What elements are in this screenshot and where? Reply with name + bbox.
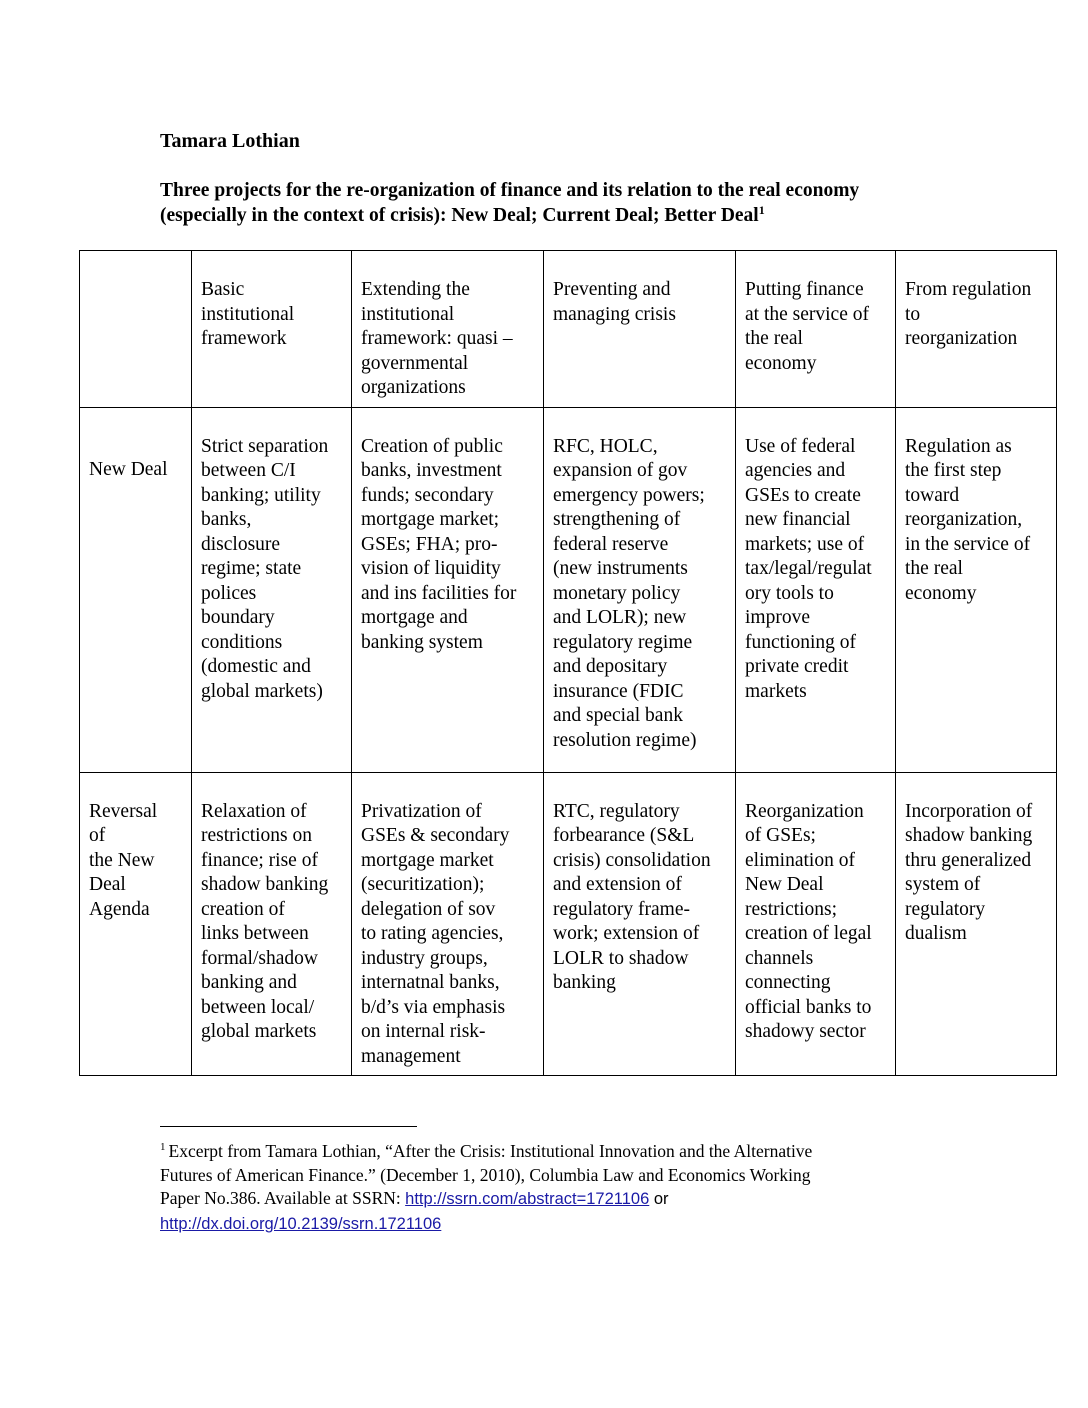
footnote-number: 1 [160, 1141, 166, 1153]
cell-text-line: on internal risk- [361, 1021, 486, 1042]
cell-text-line: mortgage and [361, 607, 468, 628]
cell-text-line: improve [745, 607, 810, 628]
table-cell-preventing-managing-crisis [544, 407, 736, 772]
cell-text-line: framework [201, 328, 287, 349]
cell-text-line: shadow banking [905, 825, 1033, 846]
cell-text-line: dualism [905, 923, 967, 944]
cell-text-line: vision of liquidity [361, 558, 501, 579]
table-header-row [80, 251, 1057, 408]
header-cell-extending-framework [352, 251, 544, 408]
cell-text-line: expansion of gov [553, 460, 688, 481]
cell-text-line: GSEs to create [745, 484, 861, 506]
cell-text-line: (new instruments [553, 558, 688, 579]
footnote-separator [160, 1126, 417, 1127]
table-body [80, 251, 1057, 1076]
cell-text-line: functioning of [745, 631, 857, 653]
table-cell-extending-framework [352, 772, 544, 1076]
cell-text-line: official banks to [745, 996, 872, 1018]
cell-text-line: economy [905, 582, 977, 604]
footnote-reference[interactable]: 1 [758, 203, 765, 217]
footnote-line-1-text: Excerpt from Tamara Lothian, “After the Crisis: Institutional Innovation and the Alternative [168, 1141, 813, 1161]
cell-text-line: of [89, 825, 106, 846]
cell-text-line: polices [201, 582, 257, 604]
cell-text-line: at the service of [745, 303, 869, 325]
cell-text-line: the first step [905, 460, 1002, 481]
cell-text-line: boundary [201, 607, 275, 628]
cell-text-line: agencies and [745, 460, 846, 481]
footnote-line-2: Futures of American Finance.” (December 1, 2010), Columbia Law and Economics Working [160, 1164, 811, 1185]
cell-text-line: shadow banking [201, 874, 329, 895]
cell-text-line: Use of federal [745, 435, 856, 457]
cell-text-line: connecting [745, 972, 831, 993]
cell-text-line: New Deal [745, 874, 824, 895]
header-cell-row-label [80, 251, 192, 408]
cell-text-line: private credit [745, 656, 849, 677]
cell-text-line: regime; state [201, 558, 302, 579]
cell-text-line: federal reserve [553, 533, 669, 555]
cell-text-line: reorganization [905, 328, 1018, 349]
cell-text-line: funds; secondary [361, 484, 494, 506]
cell-text-line: and ins facilities for [361, 582, 517, 604]
table-row [80, 407, 1057, 772]
cell-text-line: framework: quasi – [361, 328, 513, 349]
cell-text-line: markets; use of [745, 533, 865, 555]
title-line-2-text: (especially in the context of crisis): New Deal; Current Deal; Better Deal [160, 205, 759, 226]
cell-text-line: banking; utility [201, 484, 321, 506]
cell-text-line: organizations [361, 377, 466, 398]
cell-text-line: (securitization); [361, 874, 485, 895]
cell-text-line: Regulation as [905, 435, 1012, 457]
table-cell-finance-real-economy [736, 407, 896, 772]
table-cell-regulation-to-reorganization [896, 407, 1057, 772]
cell-text-line: toward [905, 484, 960, 506]
row-label-cell [80, 407, 192, 772]
cell-text-line: conditions [201, 631, 283, 653]
author-name: Tamara Lothian [160, 130, 300, 152]
cell-text-line: links between [201, 923, 309, 944]
cell-text-line: the real [745, 328, 803, 349]
cell-text-line: resolution regime) [553, 729, 697, 751]
header-cell-basic-institutional-framework [192, 251, 352, 408]
cell-text-line: banking [553, 972, 616, 993]
cell-text-line: between C/I [201, 460, 296, 481]
cell-text-line: From regulation [905, 279, 1032, 300]
cell-text-line: formal/shadow [201, 947, 318, 969]
cell-text-line: forbearance (S&L [553, 825, 695, 846]
cell-text-line: regulatory regime [553, 631, 693, 653]
row-label-cell [80, 772, 192, 1076]
cell-text-line: system of [905, 874, 981, 895]
cell-text-line: reorganization, [905, 509, 1023, 530]
cell-text-line: Privatization of [361, 800, 482, 822]
cell-text-line: management [361, 1045, 461, 1067]
cell-text-line: and LOLR); new [553, 607, 687, 628]
doi-link[interactable]: http://dx.doi.org/10.2139/ssrn.1721106 [160, 1214, 442, 1233]
cell-text-line: GSEs; FHA; pro- [361, 533, 498, 555]
cell-text-line: crisis) consolidation [553, 849, 711, 871]
title-line-2 [160, 203, 1020, 228]
cell-text-line: to [905, 303, 921, 325]
cell-text-line: in the service of [905, 533, 1031, 555]
cell-text-line: and special bank [553, 705, 683, 726]
cell-text-line: and extension of [553, 874, 682, 895]
cell-text-line: economy [745, 352, 817, 374]
cell-text-line: institutional [201, 303, 295, 325]
table-cell-preventing-managing-crisis [544, 772, 736, 1076]
header-cell-preventing-managing-crisis [544, 251, 736, 408]
cell-text-line: markets [745, 680, 807, 702]
cell-text-line: new financial [745, 509, 851, 530]
cell-text-line: and depositary [553, 656, 668, 677]
cell-text-line: Relaxation of [201, 800, 307, 822]
footnote-line-1 [160, 1140, 1040, 1164]
table-cell-regulation-to-reorganization [896, 772, 1057, 1076]
cell-text-line: Preventing and [553, 279, 671, 300]
cell-text-line: work; extension of [553, 923, 700, 944]
cell-text-line: b/d’s via emphasis [361, 996, 506, 1018]
cell-text-line: disclosure [201, 533, 281, 555]
cell-text-line: to rating agencies, [361, 923, 504, 944]
table-cell-extending-framework [352, 407, 544, 772]
link-separator: or [649, 1190, 669, 1208]
cell-text-line: internatnal banks, [361, 972, 500, 993]
cell-text-line: New Deal [89, 458, 168, 480]
cell-text-line: LOLR to shadow [553, 947, 689, 969]
cell-text-line: ory tools to [745, 582, 834, 604]
cell-text-line: elimination of [745, 849, 855, 871]
cell-text-line: channels [745, 947, 814, 969]
cell-text-line: shadowy sector [745, 1021, 866, 1042]
cell-text-line: institutional [361, 303, 455, 325]
cell-text-line: banks, investment [361, 460, 502, 481]
cell-text-line: global markets) [201, 680, 323, 702]
footnote-line-3-text: Paper No.386. Available at SSRN: [160, 1188, 406, 1208]
title-line-1: Three projects for the re-organization of finance and its relation to the real economy [160, 180, 860, 201]
cell-text-line: (domestic and [201, 656, 311, 677]
cell-text-line: of GSEs; [745, 825, 816, 846]
ssrn-link[interactable]: http://ssrn.com/abstract=1721106 [405, 1190, 650, 1208]
cell-text-line: Deal [89, 874, 126, 895]
header-cell-regulation-to-reorganization [896, 251, 1057, 408]
cell-text-line: insurance (FDIC [553, 680, 684, 702]
cell-text-line: Reorganization [745, 800, 864, 822]
cell-text-line: the real [905, 558, 963, 579]
comparison-table [79, 250, 1057, 1076]
cell-text-line: Putting finance [745, 279, 864, 300]
cell-text-line: governmental [361, 352, 469, 374]
cell-text-line: global markets [201, 1021, 317, 1042]
cell-text-line: delegation of sov [361, 898, 496, 920]
cell-text-line: Agenda [89, 898, 150, 920]
cell-text-line: mortgage market; [361, 509, 500, 530]
cell-text-line: Creation of public [361, 435, 503, 457]
header-cell-finance-real-economy [736, 251, 896, 408]
cell-text-line: emergency powers; [553, 484, 705, 506]
cell-text-line: regulatory [905, 898, 986, 920]
footnote [160, 1140, 1040, 1236]
cell-text-line: RFC, HOLC, [553, 435, 658, 457]
cell-text-line: tax/legal/regulat [745, 558, 872, 579]
document-title [160, 178, 1020, 228]
cell-text-line: Incorporation of [905, 800, 1033, 822]
cell-text-line: Extending the [361, 279, 470, 300]
cell-text-line: Basic [201, 279, 245, 300]
cell-text-line: finance; rise of [201, 849, 318, 871]
cell-text-line: strengthening of [553, 509, 681, 530]
table-cell-basic-institutional-framework [192, 407, 352, 772]
cell-text-line: RTC, regulatory [553, 800, 680, 822]
cell-text-line: banking system [361, 631, 483, 653]
cell-text-line: monetary policy [553, 582, 681, 604]
cell-text-line: industry groups, [361, 947, 488, 969]
cell-text-line: GSEs & secondary [361, 825, 510, 846]
cell-text-line: managing crisis [553, 303, 676, 325]
table-cell-basic-institutional-framework [192, 772, 352, 1076]
cell-text-line: restrictions on [201, 825, 313, 846]
cell-text-line: regulatory frame- [553, 898, 690, 920]
cell-text-line: creation of legal [745, 923, 872, 944]
cell-text-line: mortgage market [361, 849, 494, 871]
cell-text-line: the New [89, 849, 155, 871]
footnote-line-4 [160, 1212, 1040, 1237]
table-cell-finance-real-economy [736, 772, 896, 1076]
table-row [80, 772, 1057, 1076]
cell-text-line: restrictions; [745, 898, 838, 920]
cell-text-line: Reversal [89, 800, 158, 822]
cell-text-line: banks, [201, 509, 252, 530]
cell-text-line: between local/ [201, 996, 315, 1018]
cell-text-line: creation of [201, 898, 285, 920]
cell-text-line: Strict separation [201, 435, 329, 457]
cell-text-line: thru generalized [905, 849, 1032, 871]
footnote-line-3 [160, 1187, 1040, 1212]
cell-text-line: banking and [201, 972, 297, 993]
